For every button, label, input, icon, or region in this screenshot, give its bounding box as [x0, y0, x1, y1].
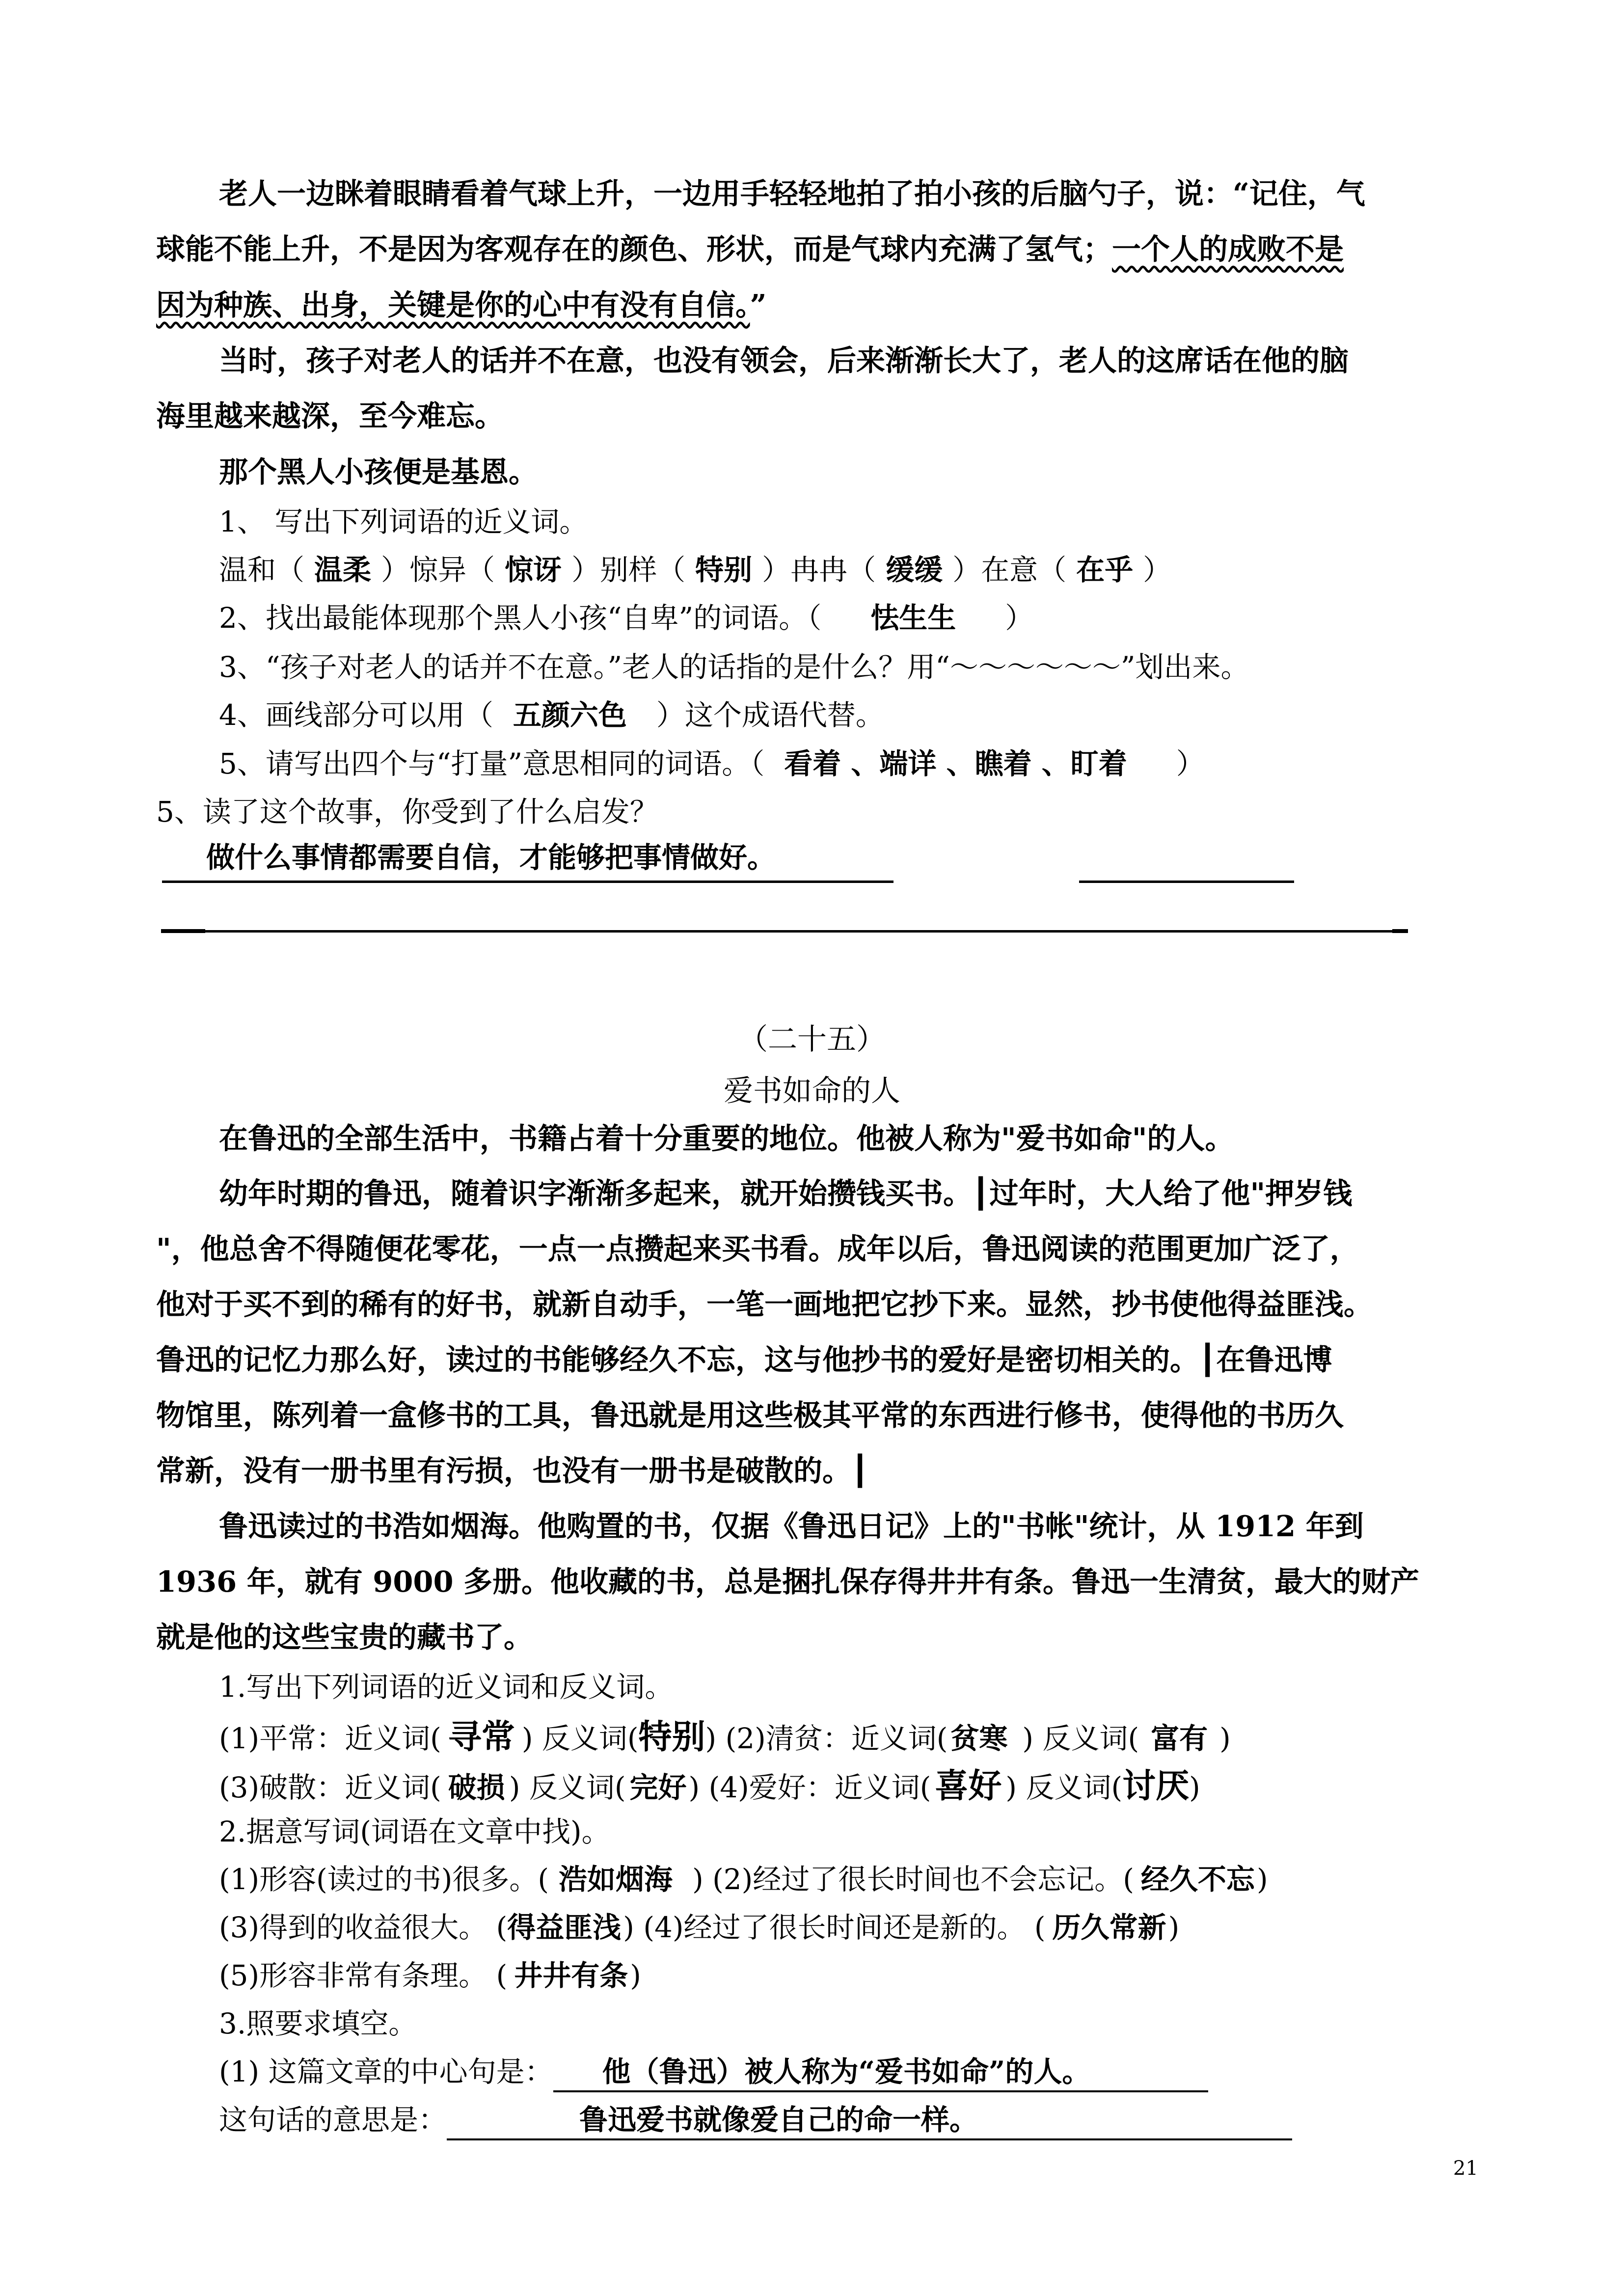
- answer-text: 寻常: [448, 1717, 515, 1757]
- p25-question2-row2: [219, 1913, 1179, 1942]
- p25-paragraph2-line1: 幼年时期的鲁迅，随着识字渐渐多起来，就开始攒钱买书。┃过年时，大人给了他"押岁钱: [219, 1176, 1353, 1210]
- p24-question5: [219, 749, 1205, 778]
- answer-text: 怯生生: [870, 601, 956, 635]
- answer-text: 喜好: [935, 1766, 1002, 1806]
- question-text: 4、画线部分可以用（: [219, 698, 493, 732]
- answer-text: 井井有条: [514, 1959, 628, 1992]
- answer-fill: 鲁迅爱书就像爱自己的命一样。: [447, 2103, 1292, 2140]
- p25-question1-row1: [219, 1717, 1231, 1757]
- p25-paragraph2-line3: 他对于买不到的稀有的好书，就新自动手，一笔一画地把它抄下来。显然，抄书使他得益匪浅。: [156, 1287, 1373, 1321]
- p25-question3-1: [219, 2057, 1208, 2086]
- question-text: ) (4)爱好：近义词(: [688, 1771, 931, 1804]
- answer-line-bold-end: [1392, 929, 1408, 933]
- p24-wavy-underlined-text: 一个人的成败不是: [1112, 232, 1344, 266]
- answer-text: 特别: [695, 553, 753, 587]
- p24-question6-answer: 做什么事情都需要自信，才能够把事情做好。: [206, 841, 776, 874]
- question-text: ) (2)清贫：近义词(: [705, 1722, 948, 1755]
- answer-text: 浩如烟海: [559, 1863, 673, 1896]
- p25-question2: 2.据意写词(词语在文章中找)。: [219, 1815, 610, 1848]
- word-text: 温和（: [219, 553, 305, 587]
- question-text: ): [1168, 1911, 1180, 1944]
- p25-question2-row1: [219, 1865, 1268, 1894]
- answer-line: [1079, 881, 1294, 883]
- p25-question3-2: [219, 2103, 1292, 2136]
- question-text: (1)形容(读过的书)很多。(: [219, 1863, 549, 1896]
- p24-paragraph1-line1: 老人一边眯着眼睛看着气球上升，一边用手轻轻地拍了拍小孩的后脑勺子，说：“记住，气: [219, 177, 1365, 211]
- question-text: (1) 这篇文章的中心句是：: [219, 2055, 553, 2088]
- answer-text: 惊讶: [505, 553, 562, 587]
- p24-paragraph1-line2: [156, 232, 1344, 266]
- p25-question3: 3.照要求填空。: [219, 2007, 417, 2040]
- p24-question2: [219, 601, 1034, 635]
- p25-question2-row3: [219, 1961, 641, 1990]
- word-text: ）惊异（: [381, 553, 495, 587]
- answer-text: 历久常新: [1052, 1911, 1166, 1944]
- word-text: ）在意（: [952, 553, 1067, 587]
- answer-text: 五颜六色: [513, 698, 627, 732]
- p24-paragraph3: 那个黑人小孩便是基恩。: [219, 455, 538, 489]
- answer-text: 得益匪浅: [507, 1911, 622, 1944]
- question-text: ）: [1176, 747, 1205, 780]
- answer-text: 破损: [448, 1771, 505, 1804]
- question-text: ）这个成语代替。: [656, 698, 884, 732]
- p24-paragraph1-line3: [156, 288, 767, 322]
- p24-closing-quote: ”: [750, 288, 767, 322]
- answer-text: 经久不忘: [1140, 1863, 1255, 1896]
- p24-question3: 3、“孩子对老人的话并不在意。”老人的话指的是什么？用“～～～～～～”划出来。: [219, 650, 1249, 684]
- question-text: ）: [1005, 601, 1034, 635]
- answer-line: [161, 930, 1408, 933]
- answer-text: 缓缓: [886, 553, 943, 587]
- word-text: ）别样（: [571, 553, 686, 587]
- p25-paragraph3-line2: 1936 年，就有 9000 多册。他收藏的书，总是捆扎保存得井井有条。鲁迅一生清贫，最大的财产: [156, 1565, 1420, 1599]
- question-text: (3)破散：近义词(: [219, 1771, 441, 1804]
- answer-fill: 他（鲁迅）被人称为“爱书如命”的人。: [553, 2055, 1209, 2092]
- question-text: ) 反义词(: [1005, 1771, 1123, 1804]
- question-text: ): [630, 1959, 641, 1992]
- p25-paragraph2-line4: 鲁迅的记忆力那么好，读过的书能够经久不忘，这与他抄书的爱好是密切相关的。┃在鲁迅博: [156, 1343, 1332, 1377]
- answer-text: 看着 、端详 、瞧着 、盯着: [784, 747, 1127, 780]
- answer-text: 温柔: [314, 553, 372, 587]
- answer-line-bold-end: [161, 929, 205, 933]
- p24-paragraph2-line1: 当时，孩子对老人的话并不在意，也没有领会，后来渐渐长大了，老人的这席话在他的脑: [219, 344, 1349, 377]
- answer-text: 讨厌: [1122, 1766, 1190, 1806]
- question-text: ) (2)经过了很长时间也不会忘记。(: [692, 1863, 1134, 1896]
- p24-question1-answers: [219, 553, 1172, 587]
- question-text: ) 反义词(: [1022, 1722, 1139, 1755]
- question-text: (3)得到的收益很大。 (: [219, 1911, 508, 1944]
- p25-title: 爱书如命的人: [724, 1074, 900, 1108]
- p25-paragraph3-line1: 鲁迅读过的书浩如烟海。他购置的书，仅据《鲁迅日记》上的"书帐"统计，从 1912 年到: [219, 1509, 1364, 1543]
- question-text: ): [1189, 1771, 1200, 1804]
- question-text: (5)形容非常有条理。 (: [219, 1959, 508, 1992]
- answer-text: 在乎: [1076, 553, 1134, 587]
- question-text: 2、找出最能体现那个黑人小孩“自卑”的词语。（: [219, 601, 822, 635]
- question-text: ) (4)经过了很长时间还是新的。 (: [623, 1911, 1046, 1944]
- p24-question1: 1、 写出下列词语的近义词。: [219, 505, 588, 538]
- question-text: ) 反义词(: [509, 1771, 626, 1804]
- p25-paragraph2-line2: "，他总舍不得随便花零花，一点一点攒起来买书看。成年以后，鲁迅阅读的范围更加广泛了，: [156, 1232, 1359, 1266]
- question-text: 这句话的意思是：: [219, 2103, 447, 2136]
- p25-question1-row2: [219, 1766, 1200, 1806]
- p25-number: （二十五）: [738, 1022, 886, 1057]
- p24-question4: [219, 698, 884, 732]
- word-text: ）: [1143, 553, 1172, 587]
- p24-line2-text: 球能不能上升，不是因为客观存在的颜色、形状，而是气球内充满了氢气；: [156, 232, 1112, 266]
- question-text: 5、请写出四个与“打量”意思相同的词语。（: [219, 747, 765, 780]
- p24-paragraph2-line2: 海里越来越深，至今难忘。: [156, 399, 504, 433]
- answer-text: 完好: [629, 1771, 687, 1804]
- page-number: 21: [1453, 2157, 1478, 2180]
- question-text: ): [1256, 1863, 1268, 1896]
- question-text: ): [1219, 1722, 1231, 1755]
- answer-text: 富有: [1151, 1722, 1208, 1755]
- p25-paragraph3-line3: 就是他的这些宝贵的藏书了。: [156, 1620, 533, 1654]
- p24-wavy-underlined-text: 因为种族、出身，关键是你的心中有没有自信。: [156, 288, 750, 322]
- answer-line: [162, 881, 893, 883]
- answer-text: 贫寒: [950, 1722, 1008, 1755]
- question-text: ) 反义词(: [521, 1722, 639, 1755]
- p24-question6: 5、读了这个故事，你受到了什么启发？: [156, 795, 658, 828]
- p25-paragraph1: 在鲁迅的全部生活中，书籍占着十分重要的地位。他被人称为"爱书如命"的人。: [219, 1121, 1234, 1155]
- p25-paragraph2-line6: 常新，没有一册书里有污损，也没有一册书是破散的。┃: [156, 1454, 869, 1488]
- question-text: (1)平常：近义词(: [219, 1722, 441, 1755]
- word-text: ）冉冉（: [762, 553, 876, 587]
- answer-text: 特别: [638, 1717, 705, 1757]
- p25-question1: 1.写出下列词语的近义词和反义词。: [219, 1670, 674, 1704]
- p25-paragraph2-line5: 物馆里，陈列着一盒修书的工具，鲁迅就是用这些极其平常的东西进行修书，使得他的书历久: [156, 1398, 1344, 1432]
